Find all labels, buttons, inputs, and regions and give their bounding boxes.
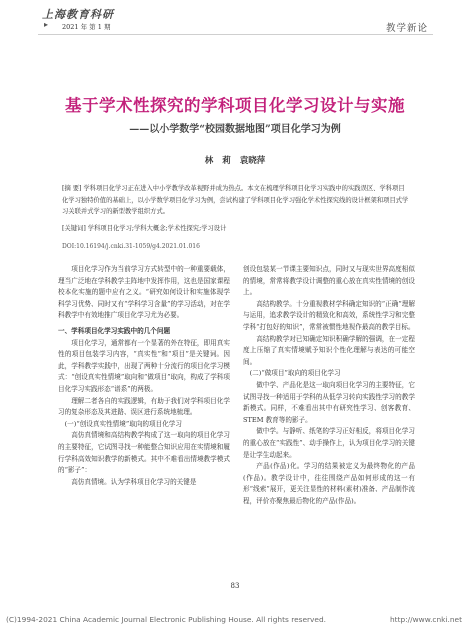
paragraph: 项目化学习作为当前学习方式转型中的一种重要载体，理当广泛地在学科教学主阵地中发挥作用，这也是国家课程校本化实施的题中应有之义。“研究如何设计和实施体现学科学习优势、同时又有“学科学习含量”的学习活动，对在学科教学中有效地推广项目化学习尤为必要。 (58, 265, 230, 320)
subsection-heading: (一)“创设真实性情境”取向的项目化学习 (64, 419, 182, 428)
footer (6, 615, 466, 624)
journal-logo: 上海教育科研 (42, 8, 114, 21)
keywords: [关键词] 学科项目化学习;学科大概念;学术性探究;学习设计 (62, 225, 227, 232)
column-name: 教学新论 (385, 23, 428, 34)
body-left-column (58, 264, 230, 488)
paragraph: 产品(作品)化。学习的结果被定义为最终物化的产品(作品)。教学设计中，往往围绕产品如何形成的这一有形“线索”展开，更关注显性的材料(素材)准备、产品制作流程，评价亦聚焦最后物化的产品(作品)。 (243, 462, 415, 505)
article-subtitle: ——以小学数学“校园数据地图”项目化学习为例 (129, 124, 341, 135)
article-title: 基于学术性探究的学科项目化学习设计与实施 (65, 96, 405, 115)
paragraph: 创设包装某一节课主要知识点，同时又与现实世界高度相似的情境，常常将教学设计调整的重心放在真实性情境的创设上。 (243, 265, 415, 297)
article-authors: 林 莉 袁晓萍 (204, 156, 266, 166)
header-divider (38, 34, 433, 35)
doi: DOI:10.16194/j.cnki.31-1059/g4.2021.01.016 (62, 243, 200, 250)
paragraph: 理解二者各自的实践逻辑，有助于我们对学科项目化学习的复杂形态及其进路、误区进行系统地梳理。 (58, 396, 230, 417)
footer-url[interactable]: http://www.cnki.net (389, 615, 462, 624)
paragraph: 高结构教学。十分重视教材学科确定知识的“正确”理解与运用，追求教学设计的精致化和高效，系统性学习和完整学科“打包好的知识”，常常被惯性地视作最高的教学目标。 (243, 299, 415, 331)
paragraph: 项目化学习，通常都有一个显著的外在特征，即用真实性的项目包装学习内容，“真实性”和“项目”是关键词。因此，学科教学实践中，出现了两种十分流行的项目化学习模式：“创设真实性情境”取向和“做项目”取向，构成了学科项目化学习实践形态“谱系”的两极。 (58, 338, 230, 393)
issue-number: 2021 年 第 1 期 (62, 23, 111, 31)
paragraph: 做中学。与静听、纸笔的学习正好相反，将项目化学习的重心放在“实践性”、动手操作上，认为项目化学习的关键是让学生动起来。 (243, 427, 415, 459)
paragraph: 高仿真情境和高结构教学构成了这一取向的项目化学习的主要特征，它试图寻找一种能整合知识应用在实情境和履行学科高效知识教学的新模式。其中不难看出情境教学模式的“影子”： (58, 431, 230, 475)
paragraph: 做中学、产品化是这一取向项目化学习的主要特征，它试图寻找一种适用于学科的从低学习转向实践性学习的教学新模式。同样，不难看出其中有研究性学习、创客教育、STEM 教育等的影子。 (243, 380, 415, 424)
paragraph: 高结构教学对已知确定知识积确学解的强调，在一定程度上压缩了真实情境赋予知识个性化理解与表达的可能空间。 (243, 334, 415, 366)
subsection-heading: (二)“做项目”取向的项目化学习 (249, 369, 341, 378)
abstract: [摘 要] 学科项目化学习正在进入中小学教学改革视野并成为热点。本文在梳理学科项目化学习实践中的实践误区、学科项目化学习独特价值的基础上，以小学数学项目化学习为例，尝试构建了学科项目化学习强化学术性探究线的设计框架和项目式学习关联并式学习的新型教学组织方式。 (62, 185, 409, 215)
paragraph: 高仿真情境。认为学科项目化学习的关键是 (71, 477, 197, 486)
page-number: 83 (230, 582, 240, 590)
section-heading: 一、学科项目化学习实践中的几个问题 (58, 326, 171, 335)
copyright-text: (C)1994-2021 China Academic Journal Electronic Publishing House. All rights reserved. (6, 615, 327, 624)
body-right-column (243, 264, 415, 507)
arrow-icon: ▸ (44, 20, 49, 29)
